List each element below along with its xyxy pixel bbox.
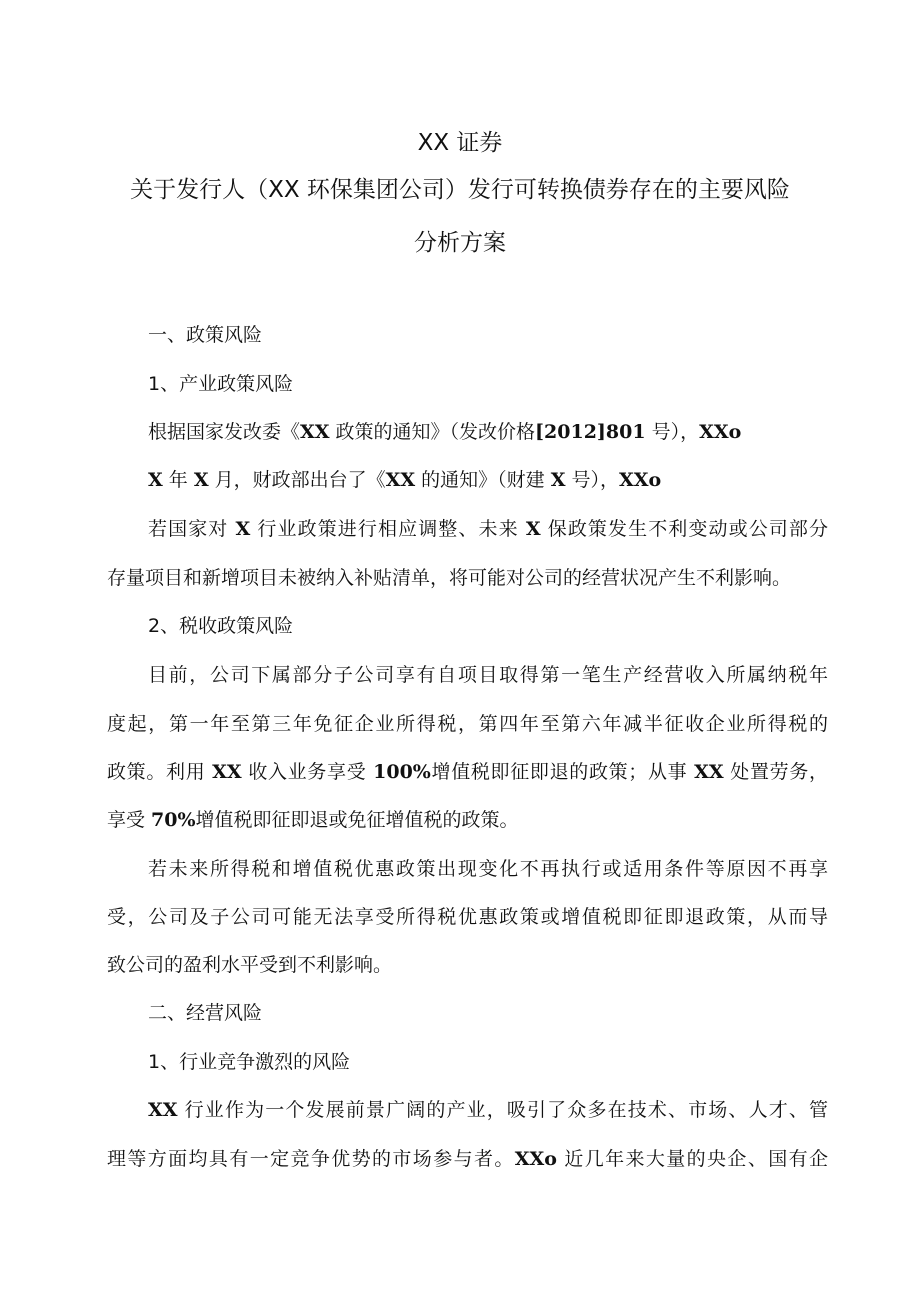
text: 月，财政部出台了《 [208, 469, 386, 491]
text: 的通知》（财建 [415, 469, 551, 491]
title-line-2: 关于发行人（XX 环保集团公司）发行可转换债券存在的主要风险 [130, 177, 790, 203]
paragraph-3-line-1: 若未来所得税和增值税优惠政策出现变化不再执行或适用条件等原因不再享 [148, 858, 828, 880]
paragraph-2-line-1: 目前，公司下属部分子公司享有自项目取得第一笔生产经营收入所属纳税年 [148, 664, 828, 686]
heading-tax-policy-risk: 2、税收政策风险 [148, 615, 294, 637]
text: 根据国家发改委《 [148, 421, 301, 443]
text: 增值税即征即退的政策；从事 [430, 761, 695, 783]
paragraph-1-line-1 [148, 418, 741, 446]
bold-text: XX [300, 421, 330, 443]
text: 理等方面均具有一定竞争优势的市场参与者。 [107, 1148, 515, 1170]
bold-text: XXo [514, 1148, 557, 1170]
bold-text: X [148, 469, 163, 491]
text: 近几年来大量的央企、国有企 [556, 1148, 828, 1170]
bold-text: 70% [151, 809, 196, 831]
text: 行业作为一个发展前景广阔的产业，吸引了众多在技术、市场、人才、管 [177, 1099, 828, 1121]
text: 享受 [107, 809, 152, 831]
paragraph-1-line-2 [148, 466, 661, 494]
bold-text: [2012]801 [535, 421, 646, 443]
paragraph-3-line-3: 致公司的盈利水平受到不利影响。 [107, 954, 393, 976]
heading-competition-risk: 1、行业竞争激烈的风险 [148, 1051, 351, 1073]
bold-text: XXo [699, 421, 742, 443]
bold-text: XX [694, 761, 724, 783]
bold-text: XX [148, 1099, 178, 1121]
paragraph-4-line-1 [148, 1096, 828, 1124]
text: 收入业务享受 [241, 761, 374, 783]
text: 行业政策进行相应调整、未来 [250, 518, 526, 540]
text: 政策的通知》（发改价格 [329, 421, 536, 443]
text: 保政策发生不利变动或公司部分 [540, 518, 828, 540]
text: 政策。利用 [107, 761, 213, 783]
bold-text: X [525, 518, 541, 540]
bold-text: XX [385, 469, 416, 491]
bold-text: 100% [373, 761, 431, 783]
paragraph-2-line-3 [107, 758, 828, 786]
bold-text: XXo [619, 469, 662, 491]
heading-policy-risk: 一、政策风险 [148, 324, 263, 346]
text: 号）， [565, 469, 620, 491]
heading-industry-policy-risk: 1、产业政策风险 [148, 373, 294, 395]
paragraph-1-line-4: 存量项目和新增项目未被纳入补贴清单，将可能对公司的经营状况产生不利影响。 [107, 567, 792, 589]
title-line-3: 分析方案 [414, 230, 506, 256]
bold-text: X [193, 469, 209, 491]
paragraph-3-line-2: 受，公司及子公司可能无法享受所得税优惠政策或增值税即征即退政策，从而导 [107, 906, 828, 928]
text: 若国家对 [148, 518, 236, 540]
heading-operation-risk: 二、经营风险 [148, 1002, 263, 1024]
bold-text: XX [212, 761, 242, 783]
bold-text: X [235, 518, 251, 540]
paragraph-4-line-2 [107, 1145, 828, 1173]
text: 增值税即征即退或免征增值税的政策。 [195, 809, 519, 831]
title-line-1: XX 证券 [417, 130, 503, 156]
paragraph-1-line-3 [148, 515, 828, 543]
paragraph-2-line-2: 度起，第一年至第三年免征企业所得税，第四年至第六年减半征收企业所得税的 [107, 713, 828, 735]
bold-text: X [550, 469, 566, 491]
paragraph-2-line-4 [107, 806, 519, 834]
text: 处置劳务， [723, 761, 828, 783]
text: 号）， [645, 421, 700, 443]
text: 年 [162, 469, 194, 491]
